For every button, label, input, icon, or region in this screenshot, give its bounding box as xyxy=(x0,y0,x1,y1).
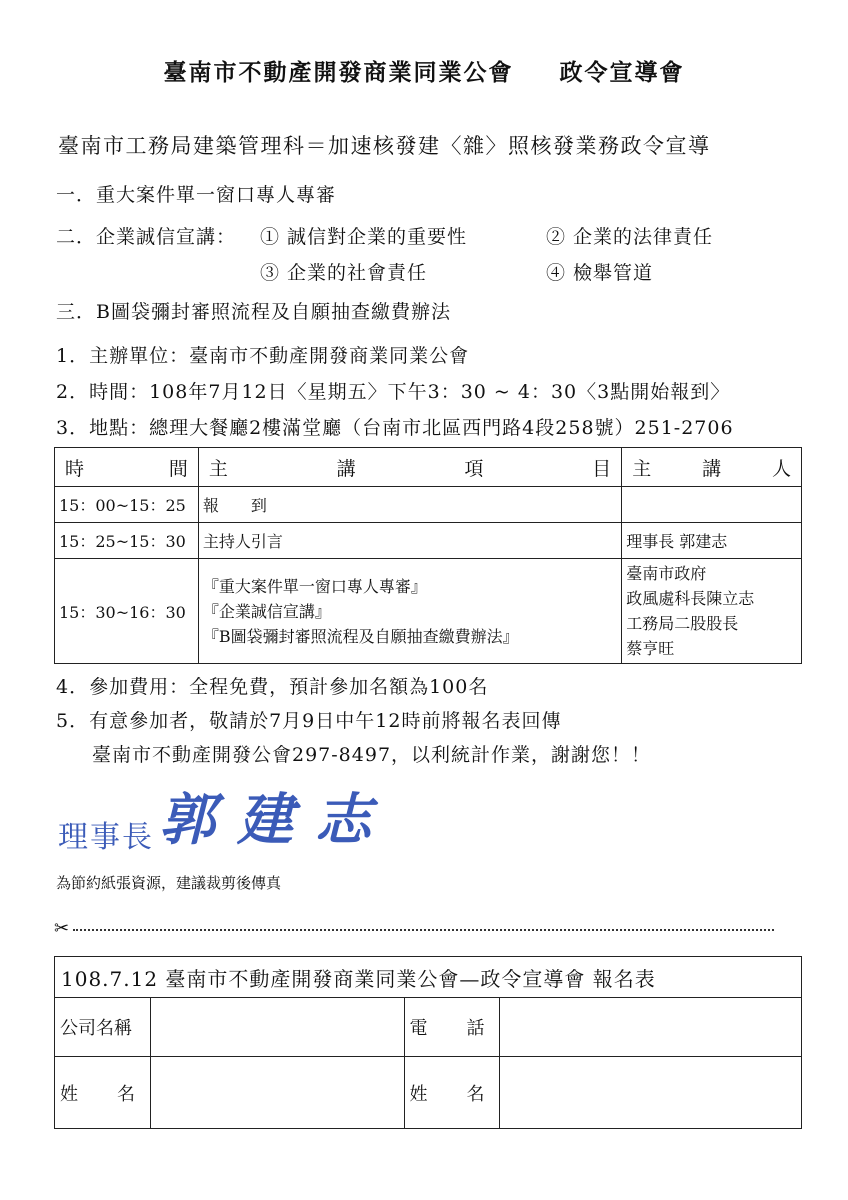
speaker-line: 政風處科長陳立志 xyxy=(626,589,755,608)
phone-input[interactable] xyxy=(500,998,802,1057)
topic-2-item-c: ③ 企業的社會責任 xyxy=(260,262,428,284)
name-input-2[interactable] xyxy=(500,1057,802,1129)
speaker-line: 蔡亨旺 xyxy=(626,639,675,658)
row-speaker: 理事長 郭建志 xyxy=(622,523,802,559)
detail-organizer: 1．主辦單位：臺南市不動產開發商業同業公會 xyxy=(56,345,470,367)
detail-fee: 4．參加費用：全程免費，預計參加名額為100名 xyxy=(56,676,489,698)
table-row xyxy=(55,487,802,523)
topic-3: 三．B圖袋彌封審照流程及自願抽查繳費辦法 xyxy=(56,301,451,323)
detail-contact: 臺南市不動產開發公會297-8497，以利統計作業，謝謝您！！ xyxy=(92,744,652,766)
row-time: 15：00~15：25 xyxy=(55,487,199,523)
topic-1: 一．重大案件單一窗口專人專審 xyxy=(56,184,337,206)
title-org: 臺南市不動產開發商業同業公會 xyxy=(163,59,514,86)
header-time: 時 間 xyxy=(55,448,199,487)
row-speaker xyxy=(622,559,802,664)
subtitle: 臺南市工務局建築管理科＝加速核發建〈雜〉照核發業務政令宣導 xyxy=(58,134,711,158)
dotted-line xyxy=(73,929,774,931)
detail-deadline: 5．有意參加者，敬請於7月9日中午12時前將報名表回傳 xyxy=(56,710,562,732)
row-time: 15：30~16：30 xyxy=(55,559,199,664)
schedule-header-row xyxy=(55,448,802,487)
name-label-2: 姓 名 xyxy=(404,1057,500,1129)
cut-note: 為節約紙張資源，建議裁剪後傳真 xyxy=(56,874,282,892)
registration-form xyxy=(54,956,802,1129)
company-label: 公司名稱 xyxy=(55,998,151,1057)
speaker-line: 工務局二股股長 xyxy=(626,614,739,633)
signature-stamp xyxy=(58,776,393,856)
row-topic xyxy=(198,559,621,664)
cut-line xyxy=(54,918,774,939)
row-topic: 報 到 xyxy=(198,487,621,523)
stamp-title: 理事長 xyxy=(58,820,154,855)
phone-label: 電 話 xyxy=(404,998,500,1057)
title-event: 政令宣導會 xyxy=(559,59,685,86)
name-label: 姓 名 xyxy=(55,1057,151,1129)
stamp-name: 郭建志 xyxy=(159,787,394,853)
scissors-icon: ✂ xyxy=(54,918,70,939)
topic-2-prefix: 二．企業誠信宣講： xyxy=(56,226,237,248)
table-row xyxy=(55,523,802,559)
topic-2-item-d: ④ 檢舉管道 xyxy=(546,262,654,284)
topic-line: 『企業誠信宣講』 xyxy=(202,601,331,621)
detail-location: 3．地點：總理大餐廳2樓滿堂廳（台南市北區西門路4段258號）251-2706 xyxy=(56,417,734,439)
topic-2-item-a: ① 誠信對企業的重要性 xyxy=(260,226,468,248)
page-title xyxy=(0,54,848,87)
header-topic: 主 講 項 目 xyxy=(198,448,621,487)
detail-time: 2．時間：108年7月12日〈星期五〉下午3：30 ~ 4：30〈3點開始報到〉 xyxy=(56,381,731,403)
row-topic: 主持人引言 xyxy=(198,523,621,559)
company-input[interactable] xyxy=(150,998,404,1057)
header-speaker: 主 講 人 xyxy=(622,448,802,487)
topic-2-item-b: ② 企業的法律責任 xyxy=(546,226,714,248)
speaker-line: 臺南市政府 xyxy=(626,564,707,583)
topic-line: 『重大案件單一窗口專人專審』 xyxy=(202,576,427,596)
row-time: 15：25~15：30 xyxy=(55,523,199,559)
schedule-table xyxy=(54,447,802,664)
topic-line: 『B圖袋彌封審照流程及自願抽查繳費辦法』 xyxy=(202,626,519,646)
table-row xyxy=(55,559,802,664)
row-speaker xyxy=(622,487,802,523)
name-input[interactable] xyxy=(150,1057,404,1129)
form-title: 108.7.12 臺南市不動產開發商業同業公會—政令宣導會 報名表 xyxy=(55,957,802,998)
